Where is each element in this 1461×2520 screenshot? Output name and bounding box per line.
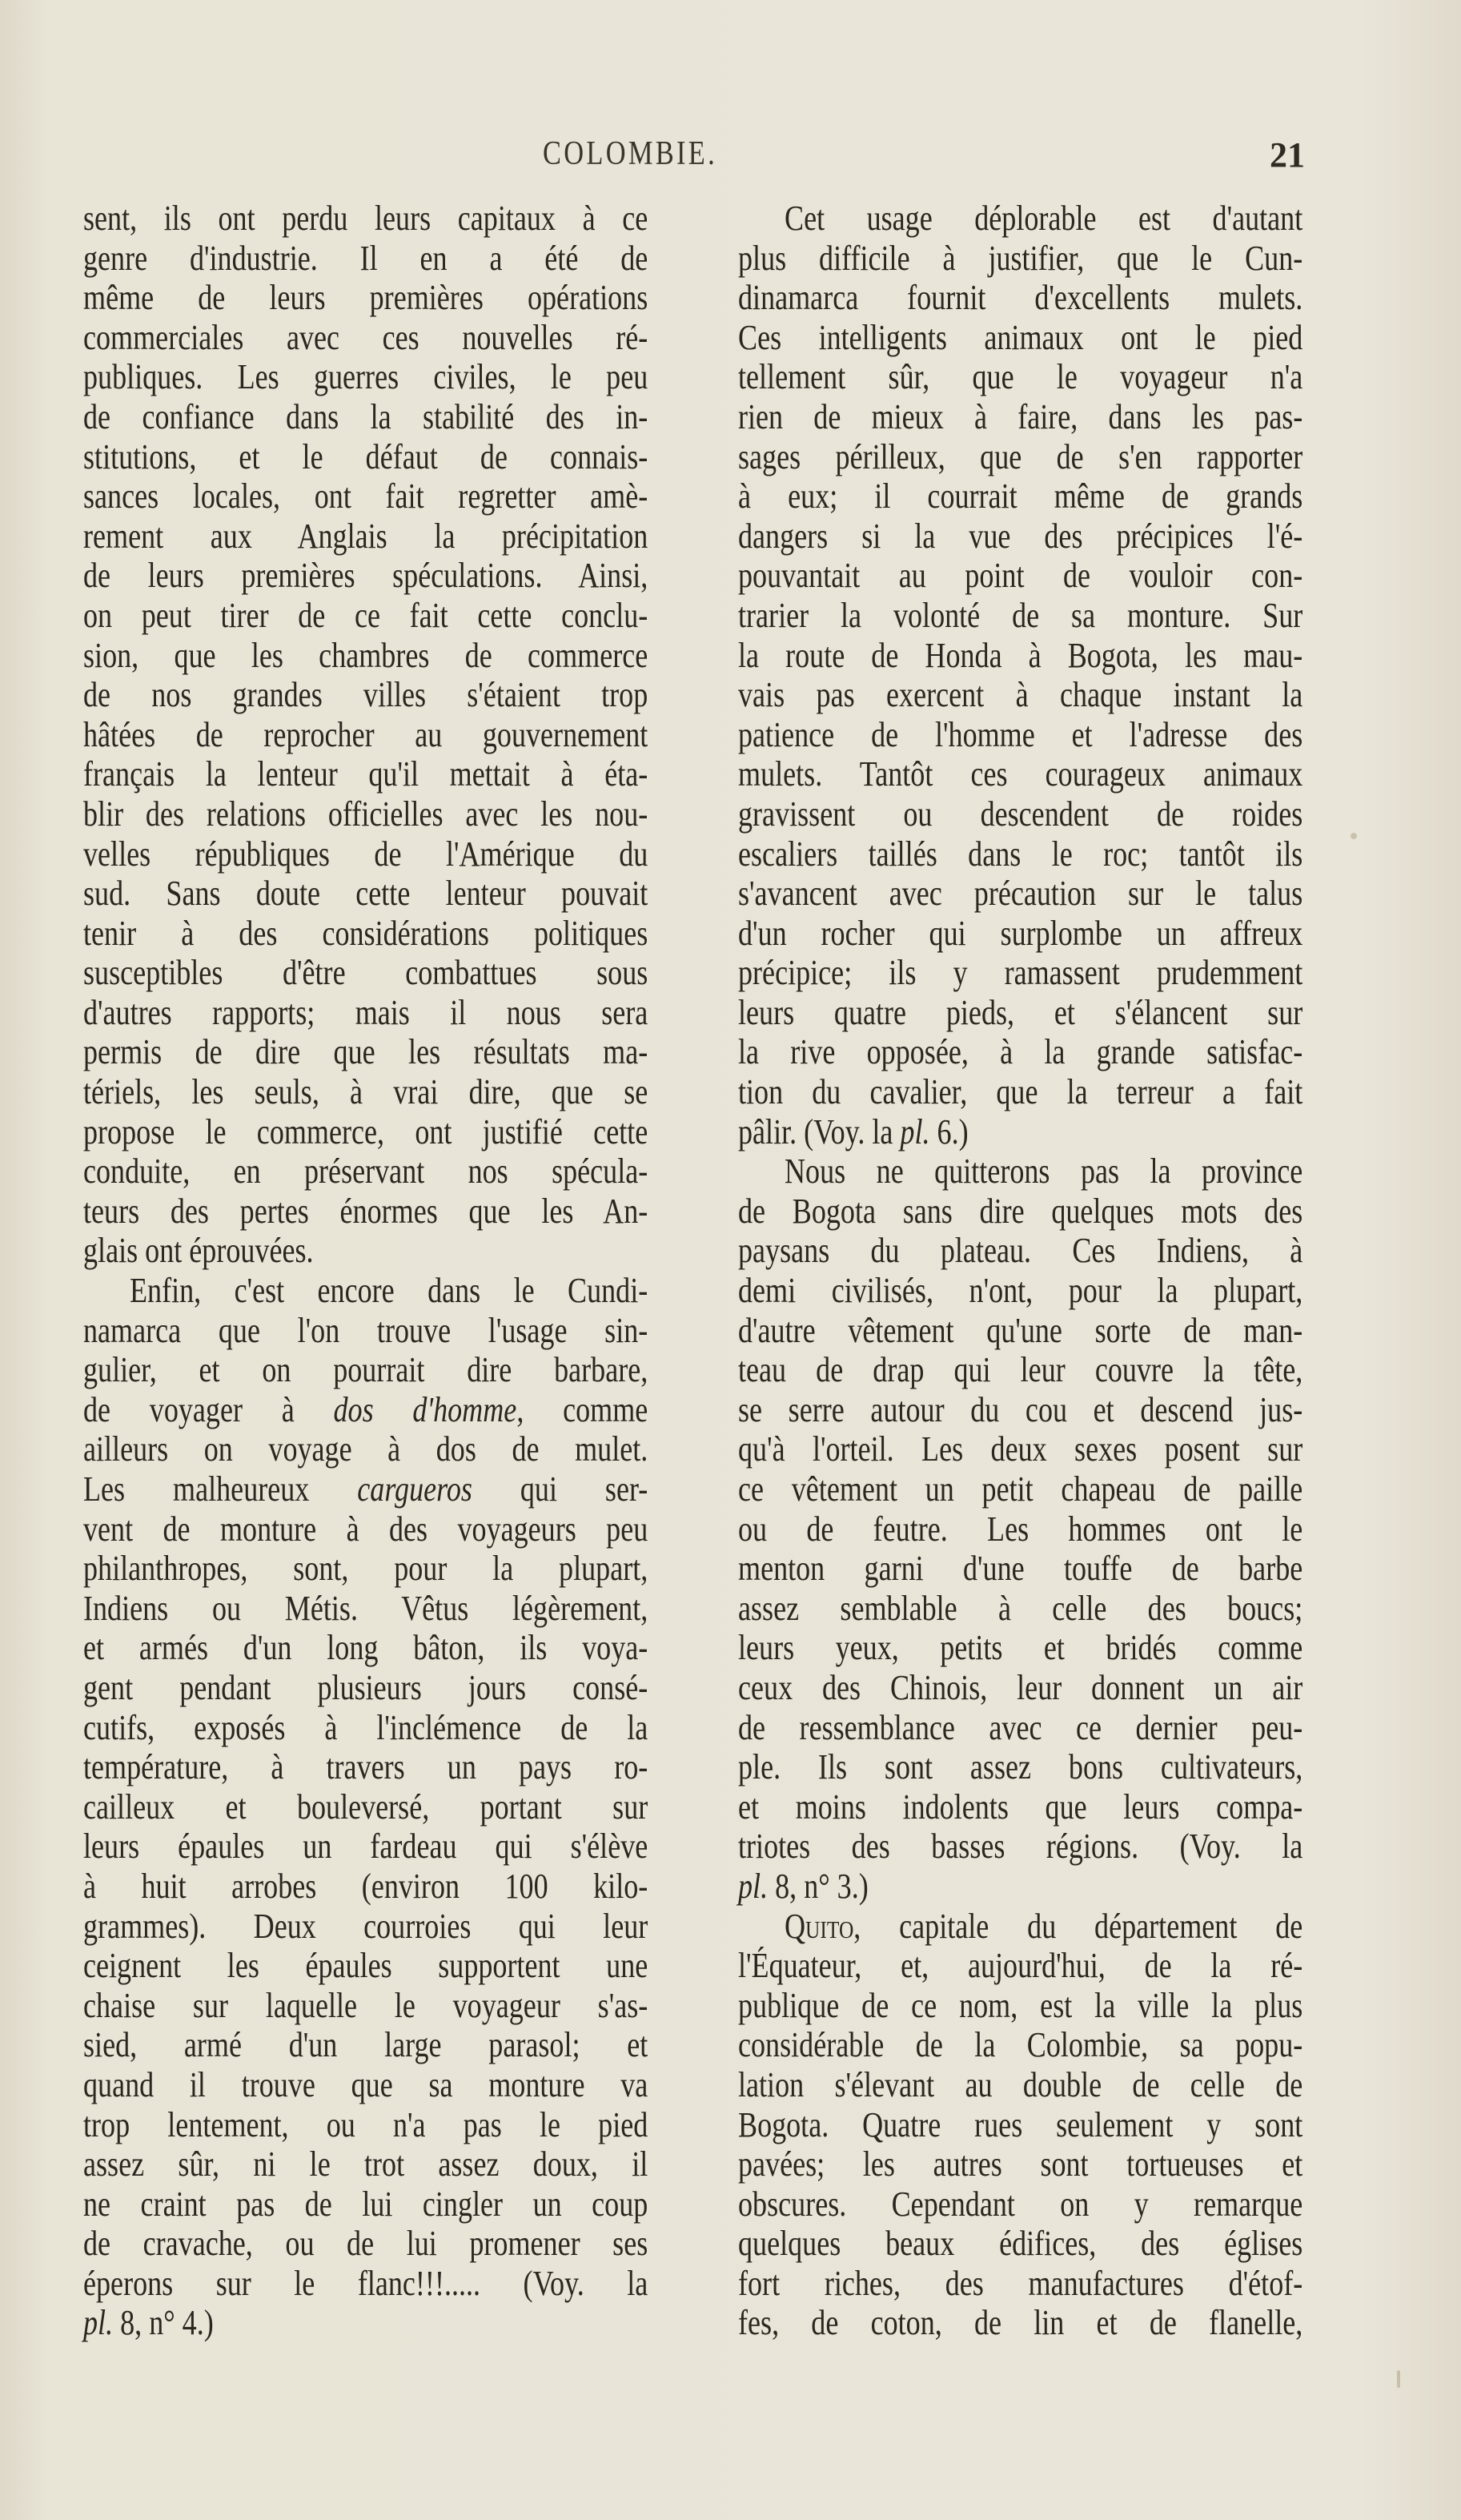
text-line: ceux des Chinois, leur donnent un air	[738, 1667, 1303, 1707]
text-line: de Bogota sans dire quelques mots des	[738, 1191, 1303, 1231]
text-line: gent pendant plusieurs jours consé-	[83, 1667, 648, 1707]
text-line: d'un rocher qui surplombe un affreux	[738, 913, 1303, 953]
text-line: cutifs, exposés à l'inclémence de la	[83, 1707, 648, 1747]
text-line: ceignent les épaules supportent une	[83, 1946, 648, 1986]
text-line: Quito, capitale du département de	[785, 1906, 1303, 1946]
text-line: menton garni d'une touffe de barbe	[738, 1549, 1303, 1589]
text-line: français la lenteur qu'il mettait à éta-	[83, 754, 648, 794]
text-line: pâlir. (Voy. la pl. 6.)	[738, 1111, 969, 1151]
text-line: se serre autour du cou et descend jus-	[738, 1389, 1303, 1429]
text-line: sion, que les chambres de commerce	[83, 635, 648, 675]
text-line: de voyager à dos d'homme, comme	[83, 1389, 648, 1429]
text-line: considérable de la Colombie, sa popu-	[738, 2025, 1303, 2065]
text-line: qu'à l'orteil. Les deux sexes posent sur	[738, 1429, 1303, 1469]
text-line: s'avancent avec précaution sur le talus	[738, 874, 1303, 914]
text-line: de ressemblance avec ce dernier peu-	[738, 1707, 1303, 1747]
paper-speck	[1397, 2370, 1400, 2388]
running-title: COLOMBIE.	[543, 135, 717, 172]
text-line: la route de Honda à Bogota, les mau-	[738, 635, 1303, 675]
text-line: de confiance dans la stabilité des in-	[83, 396, 648, 436]
text-line: vent de monture à des voyageurs peu	[83, 1509, 648, 1549]
text-line: ce vêtement un petit chapeau de paille	[738, 1469, 1303, 1509]
text-line: Nous ne quitterons pas la province	[785, 1151, 1303, 1192]
text-line: susceptibles d'être combattues sous	[83, 953, 648, 993]
text-line: on peut tirer de ce fait cette conclu-	[83, 595, 648, 635]
text-line: même de leurs premières opérations	[83, 278, 648, 318]
text-line: d'autre vêtement qu'une sorte de man-	[738, 1310, 1303, 1350]
paper-speck	[1351, 833, 1357, 839]
text-line: quand il trouve que sa monture va	[83, 2064, 648, 2104]
text-line: quelques beaux édifices, des églises	[738, 2224, 1303, 2264]
text-line: lation s'élevant au double de celle de	[738, 2064, 1303, 2104]
text-line: escaliers taillés dans le roc; tantôt ils	[738, 834, 1303, 874]
text-line: publiques. Les guerres civiles, le peu	[83, 357, 648, 397]
text-line: permis de dire que les résultats ma-	[83, 1032, 648, 1072]
text-line: patience de l'homme et l'adresse des	[738, 714, 1303, 754]
text-line: de cravache, ou de lui promener ses	[83, 2224, 648, 2264]
text-line: et moins indolents que leurs compa-	[738, 1787, 1303, 1827]
text-line: sent, ils ont perdu leurs capitaux à ce	[83, 199, 648, 238]
text-line: paysans du plateau. Ces Indiens, à	[738, 1231, 1303, 1271]
text-line: sud. Sans doute cette lenteur pouvait	[83, 874, 648, 914]
text-line: sages périlleux, que de s'en rapporter	[738, 436, 1303, 476]
text-line: pl. 8, n° 4.)	[83, 2303, 214, 2343]
right-text-column	[738, 199, 1302, 2343]
text-line: grammes). Deux courroies qui leur	[83, 1906, 648, 1946]
text-line: genre d'industrie. Il en a été de	[83, 238, 648, 278]
text-line: leurs quatre pieds, et s'élancent sur	[738, 992, 1303, 1032]
text-line: sances locales, ont fait regretter amè-	[83, 476, 648, 516]
text-line: plus difficile à justifier, que le Cun-	[738, 238, 1303, 278]
text-line: et armés d'un long bâton, ils voya-	[83, 1628, 648, 1668]
text-line: dinamarca fournit d'excellents mulets.	[738, 278, 1303, 318]
text-line: la rive opposée, à la grande satisfac-	[738, 1032, 1303, 1072]
text-line: tellement sûr, que le voyageur n'a	[738, 357, 1303, 397]
text-line: ne craint pas de lui cingler un coup	[83, 2184, 648, 2224]
text-line: dangers si la vue des précipices l'é-	[738, 516, 1303, 556]
text-line: à eux; il courrait même de grands	[738, 476, 1303, 516]
text-line: cailleux et bouleversé, portant sur	[83, 1787, 648, 1827]
text-line: gulier, et on pourrait dire barbare,	[83, 1350, 648, 1390]
text-line: pavées; les autres sont tortueuses et	[738, 2144, 1303, 2184]
text-line: tenir à des considérations politiques	[83, 913, 648, 953]
text-line: rien de mieux à faire, dans les pas-	[738, 396, 1303, 436]
text-line: l'Équateur, et, aujourd'hui, de la ré-	[738, 1946, 1303, 1986]
text-line: Indiens ou Métis. Vêtus légèrement,	[83, 1588, 648, 1628]
text-line: philanthropes, sont, pour la plupart,	[83, 1549, 648, 1589]
text-line: teau de drap qui leur couvre la tête,	[738, 1350, 1303, 1390]
text-line: Cet usage déplorable est d'autant	[785, 199, 1303, 238]
text-line: Ces intelligents animaux ont le pied	[738, 317, 1303, 357]
text-line: pl. 8, n° 3.)	[738, 1866, 869, 1906]
text-line: de leurs premières spéculations. Ainsi,	[83, 556, 648, 596]
text-line: de nos grandes villes s'étaient trop	[83, 675, 648, 715]
text-line: namarca que l'on trouve l'usage sin-	[83, 1310, 648, 1350]
text-line: fes, de coton, de lin et de flanelle,	[738, 2303, 1303, 2343]
text-line: d'autres rapports; mais il nous sera	[83, 992, 648, 1032]
running-head	[80, 135, 1305, 183]
text-line: Les malheureux cargueros qui ser-	[83, 1469, 648, 1509]
text-line: publique de ce nom, est la ville la plus	[738, 1985, 1303, 2025]
text-line: pouvantait au point de vouloir con-	[738, 556, 1303, 596]
text-line: trarier la volonté de sa monture. Sur	[738, 595, 1303, 635]
text-line: Bogota. Quatre rues seulement y sont	[738, 2104, 1303, 2144]
text-line: hâtées de reprocher au gouvernement	[83, 714, 648, 754]
text-line: vais pas exercent à chaque instant la	[738, 675, 1303, 715]
text-line: sied, armé d'un large parasol; et	[83, 2025, 648, 2065]
text-line: assez sûr, ni le trot assez doux, il	[83, 2144, 648, 2184]
text-line: demi civilisés, n'ont, pour la plupart,	[738, 1271, 1303, 1311]
text-line: propose le commerce, ont justifié cette	[83, 1111, 648, 1151]
left-text-column	[83, 199, 648, 2343]
text-line: éperons sur le flanc!!!..... (Voy. la	[83, 2263, 648, 2303]
page-number: 21	[1270, 135, 1305, 175]
text-line: leurs yeux, petits et bridés comme	[738, 1628, 1303, 1668]
text-line: précipice; ils y ramassent prudemment	[738, 953, 1303, 993]
text-line: rement aux Anglais la précipitation	[83, 516, 648, 556]
text-line: trop lentement, ou n'a pas le pied	[83, 2104, 648, 2144]
text-line: tériels, les seuls, à vrai dire, que se	[83, 1072, 648, 1112]
text-line: température, à travers un pays ro-	[83, 1747, 648, 1787]
text-line: obscures. Cependant on y remarque	[738, 2184, 1303, 2224]
text-line: velles républiques de l'Amérique du	[83, 834, 648, 874]
text-line: mulets. Tantôt ces courageux animaux	[738, 754, 1303, 794]
text-line: conduite, en préservant nos spécula-	[83, 1151, 648, 1192]
text-line: stitutions, et le défaut de connais-	[83, 436, 648, 476]
text-line: teurs des pertes énormes que les An-	[83, 1191, 648, 1231]
text-line: fort riches, des manufactures d'étof-	[738, 2263, 1303, 2303]
text-line: glais ont éprouvées.	[83, 1231, 314, 1271]
text-line: triotes des basses régions. (Voy. la	[738, 1827, 1303, 1867]
text-line: blir des relations officielles avec les nou-	[83, 794, 648, 834]
text-line: ple. Ils sont assez bons cultivateurs,	[738, 1747, 1303, 1787]
text-line: ou de feutre. Les hommes ont le	[738, 1509, 1303, 1549]
text-line: gravissent ou descendent de roides	[738, 794, 1303, 834]
text-line: assez semblable à celle des boucs;	[738, 1588, 1303, 1628]
text-line: tion du cavalier, que la terreur a fait	[738, 1072, 1303, 1112]
text-line: commerciales avec ces nouvelles ré-	[83, 317, 648, 357]
text-line: chaise sur laquelle le voyageur s'as-	[83, 1985, 648, 2025]
text-line: ailleurs on voyage à dos de mulet.	[83, 1429, 648, 1469]
text-line: leurs épaules un fardeau qui s'élève	[83, 1827, 648, 1867]
text-line: à huit arrobes (environ 100 kilo-	[83, 1866, 648, 1906]
text-line: Enfin, c'est encore dans le Cundi-	[130, 1271, 648, 1311]
